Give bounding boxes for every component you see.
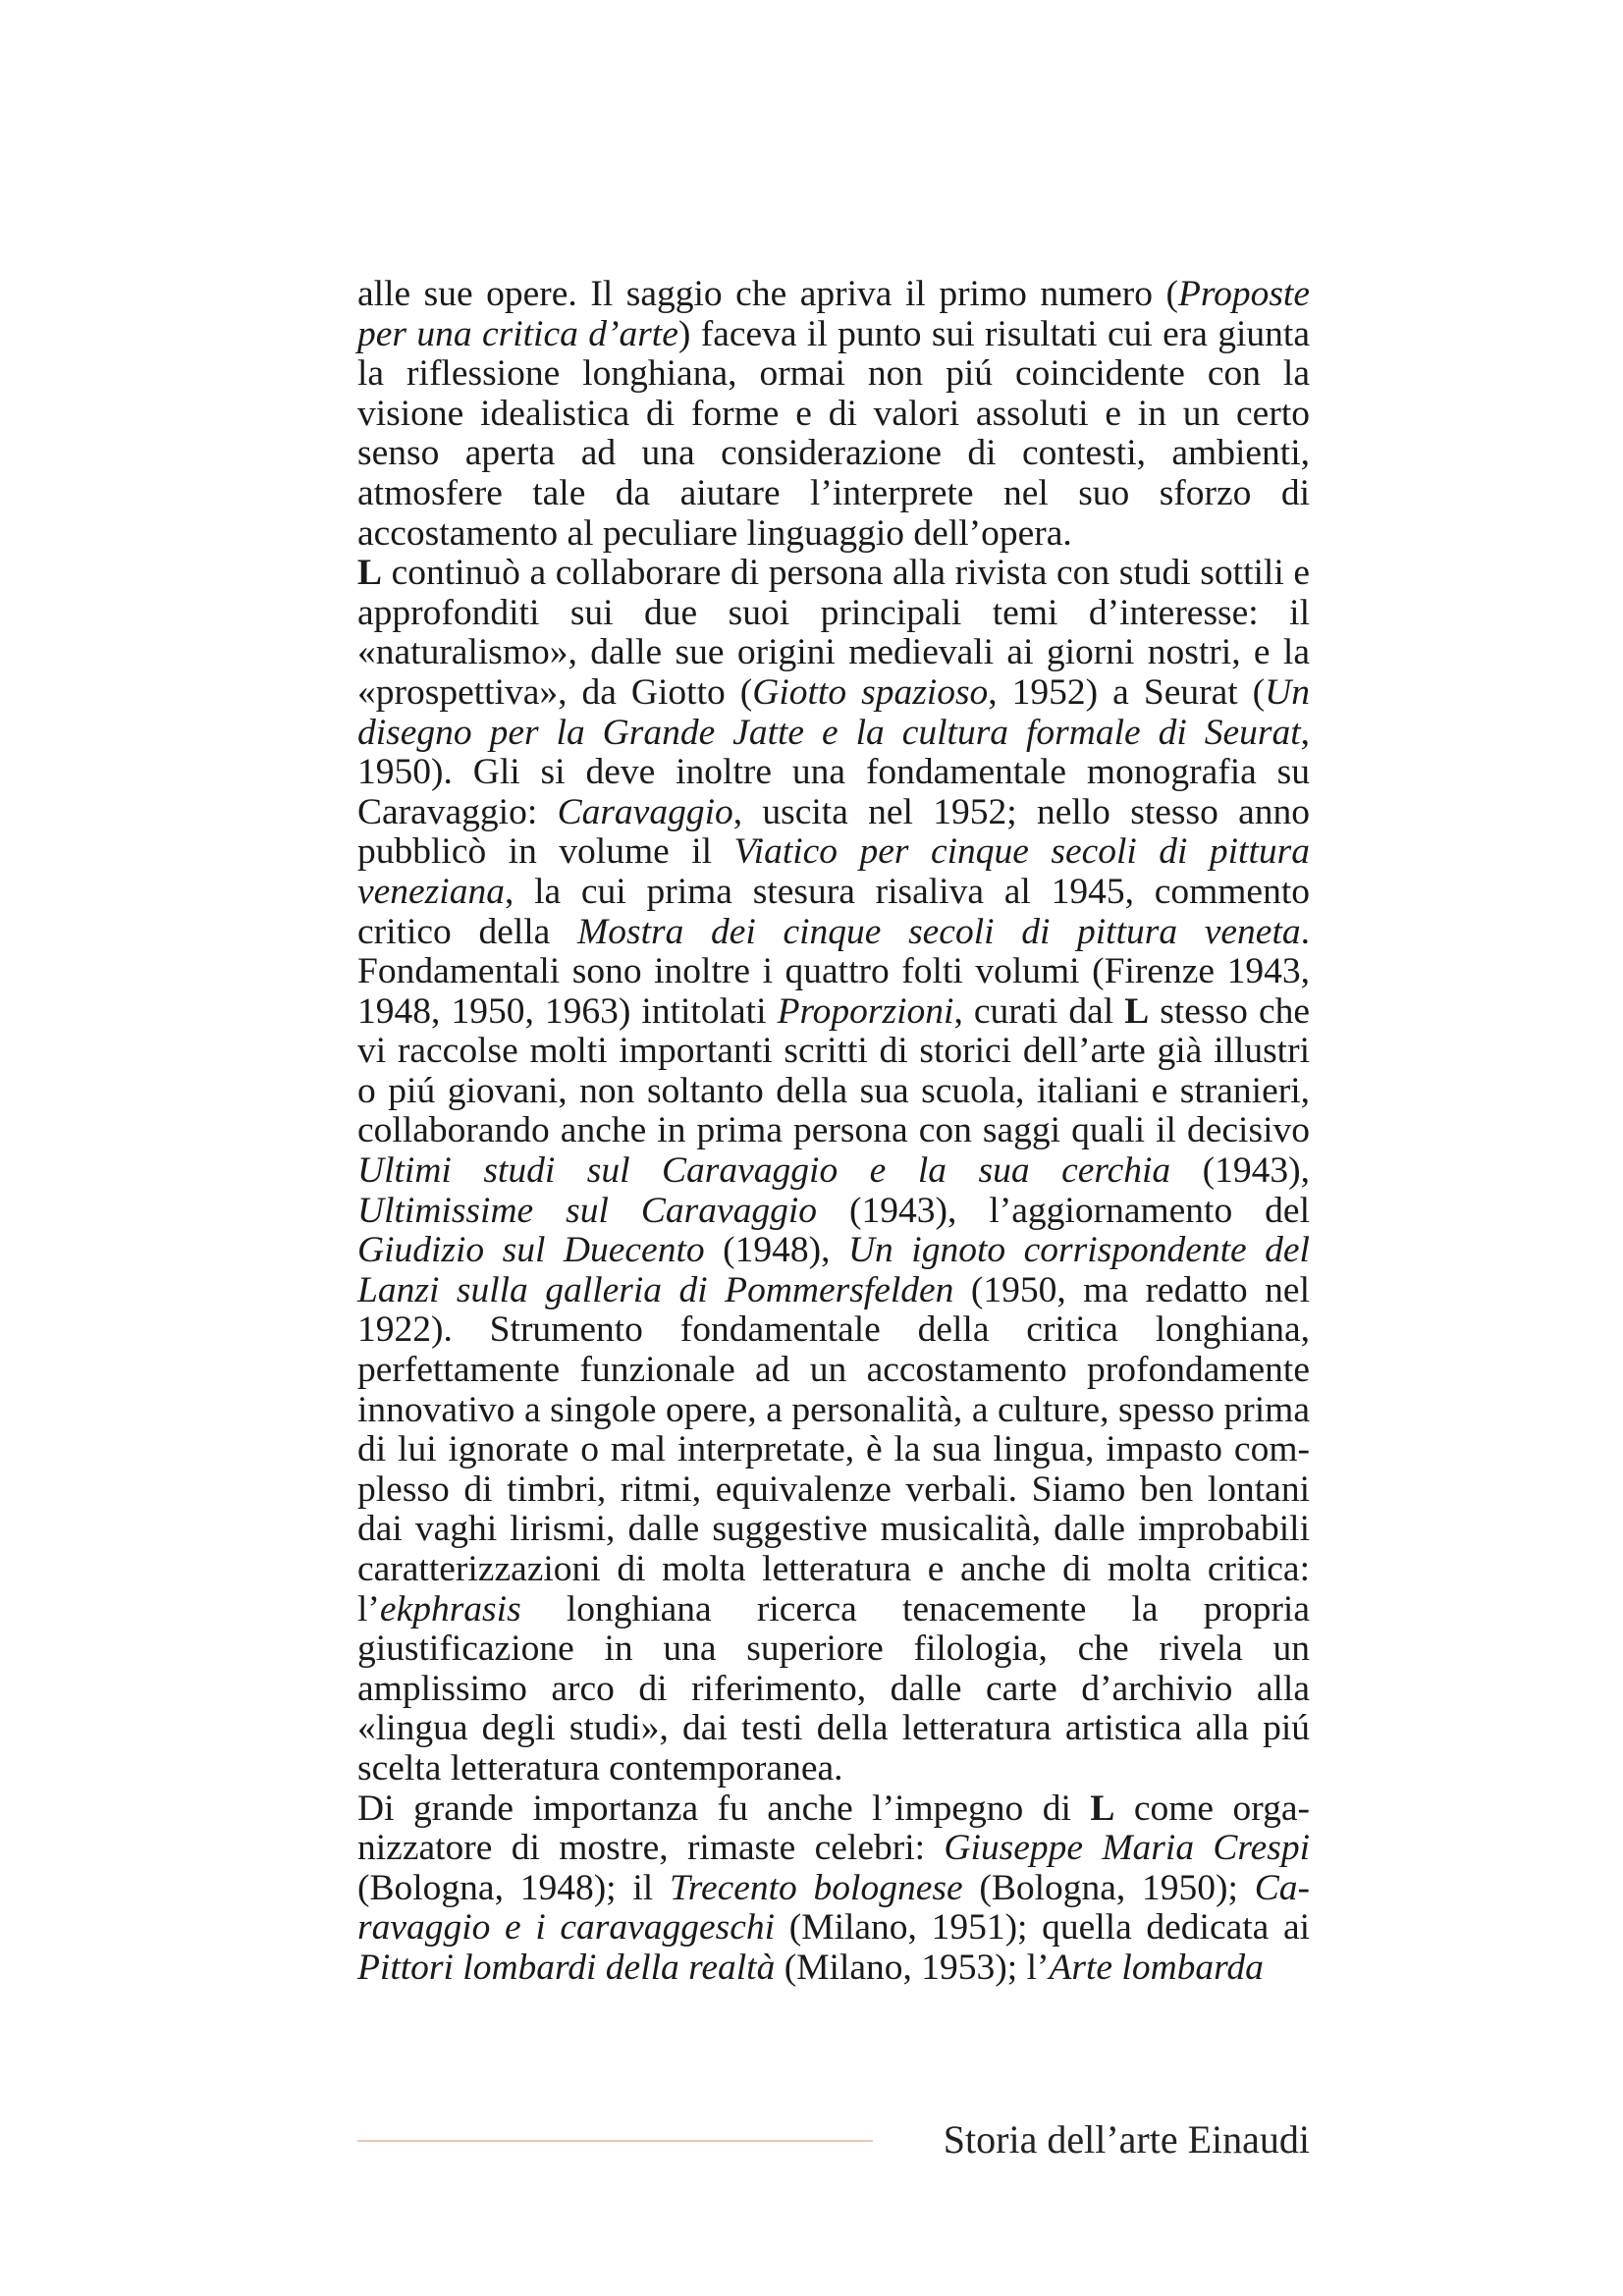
page-footer (357, 2110, 1310, 2169)
text-run: (1943), l’aggiornamento del (817, 1190, 1310, 1231)
italic-title: Un ignoto corrispondente del Lanzi sulla galleria di Pommersfelden (357, 1230, 1310, 1310)
author-initial: L (1090, 1788, 1115, 1829)
italic-title: ekphrasis (379, 1588, 521, 1629)
text-run: , curati dal (953, 990, 1125, 1032)
italic-title: Giudizio sul Duecento (357, 1230, 705, 1271)
text-run: , 1952) a Seurat ( (988, 671, 1266, 713)
text-run: , uscita nel 1952; nello stesso anno pubblicò in volume il (357, 791, 1310, 873)
italic-title: Ultimissime sul Caravaggio (357, 1190, 818, 1231)
text-run: come organizzatore di mostre, rimaste celebri: (357, 1788, 1310, 1869)
publisher-label: Storia dell’arte Einaudi (943, 2117, 1310, 2162)
italic-title: Ultimi studi sul Caravaggio e la sua cerchia (357, 1150, 1171, 1192)
italic-title: Giotto spazioso (752, 671, 989, 713)
italic-title: Mostra dei cinque secoli di pittura veneta (576, 911, 1301, 952)
text-run: (Milano, 1951); quella dedicata ai (775, 1907, 1311, 1949)
text-run: Di grande importanza fu anche l’impegno di (357, 1788, 1091, 1829)
footer-divider (357, 2140, 873, 2142)
text-run: alle sue opere. Il saggio che apriva il primo numero ( (357, 274, 1178, 314)
italic-title: Proposte per una critica d’arte (357, 274, 1310, 354)
body-text (357, 275, 1310, 1989)
text-run: continuò a collaborare di persona alla rivista con studi sottili e approfonditi sui due suoi principali temi d’interesse: il «naturalismo», dalle sue origini medievali ai giorni nostri, e la «prospettiva», da Giotto ( (357, 553, 1310, 713)
paragraph (357, 275, 1310, 554)
italic-title: Caravaggio (557, 791, 733, 832)
text-run: (1948), (704, 1230, 848, 1271)
text-run: , la cui prima stesura risaliva al 1945, commento critico della (357, 871, 1310, 952)
text-run: (1950, ma redatto nel 1922). Strumento fondamentale della critica longhiana, perfettamente funzionale ad un accostamento profondamente innovativo a singole opere, a personalità, a culture, spesso prima di lui ignorate o mal interpretate, è la sua lingua, impasto complesso di timbri, ritmi, equivalenze verbali. Siamo ben lontani dai vaghi lirismi, dalle suggestive musicalità, dalle improbabili caratterizzazioni di molta letteratura e anche di molta critica: l’ (357, 1269, 1310, 1629)
italic-title: Proporzioni (777, 990, 954, 1032)
italic-title: Caravaggio e i caravaggeschi (357, 1867, 1310, 1949)
text-run: (Bologna, 1950); (962, 1867, 1255, 1908)
text-run: (Milano, 1953); l’ (775, 1947, 1050, 1988)
italic-title: Trecento bolognese (669, 1867, 963, 1908)
author-initial: L (357, 553, 383, 594)
italic-title: Giuseppe Maria Crespi (944, 1828, 1310, 1869)
author-initial: L (1124, 990, 1150, 1032)
text-run: longhiana ricerca tenacemente la propria giustificazione in una superiore filologia, che rivela un amplissimo arco di riferimento, dalle carte d’archivio alla «lingua degli studi», dai testi della letteratura artistica alla piú scelta letteratura contemporanea. (357, 1588, 1310, 1789)
italic-title: Viatico per cinque secoli di pittura veneziana (357, 831, 1310, 912)
text-run: . Fondamentali sono inoltre i quattro folti volumi (Firenze 1943, 1948, 1950, 1963) intitolati (357, 911, 1310, 1032)
paragraph (357, 554, 1310, 1789)
paragraph (357, 1789, 1310, 1989)
text-run: (Bologna, 1948); il (357, 1867, 670, 1908)
text-run: ) faceva il punto sui risultati cui era giunta la riflessione longhiana, ormai non piú coincidente con la visione idealistica di forme e di valori assoluti e in un certo senso aperta ad una considerazione di contesti, ambienti, atmosfere tale da aiutare l’interprete nel suo sforzo di accostamento al peculiare linguaggio dell’opera. (357, 313, 1310, 554)
italic-title: Pittori lombardi della realtà (357, 1947, 776, 1988)
text-run: (1943), (1170, 1150, 1310, 1192)
italic-title: Un disegno per la Grande Jatte e la cultura formale di Seurat (357, 671, 1310, 753)
text-run: , 1950). Gli si deve inoltre una fondamentale monografia su Caravaggio: (357, 712, 1310, 832)
italic-title: Arte lombarda (1049, 1947, 1264, 1988)
text-run: stesso che vi raccolse molti importanti scritti di storici dell’arte già illustri o piú giovani, non soltanto della sua scuola, italiani e stranieri, collaborando anche in prima persona con saggi quali il decisivo (357, 990, 1310, 1151)
